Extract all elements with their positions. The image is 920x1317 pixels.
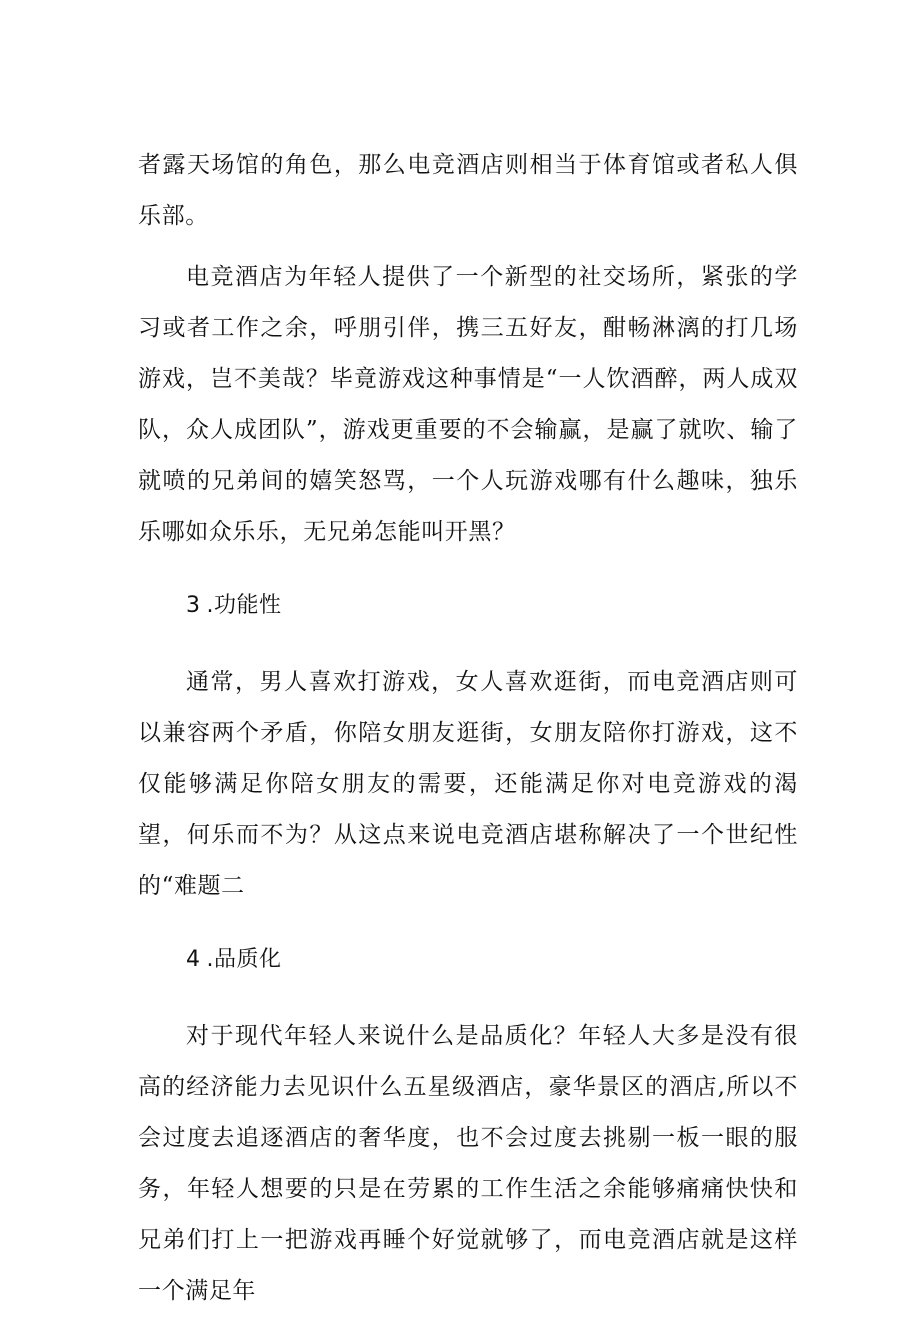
section-heading-functionality [138, 580, 798, 631]
paragraph-quality: 对于现代年轻人来说什么是品质化？年轻人大多是没有很高的经济能力去见识什么五星级酒店，豪华景区的酒店,所以不会过度去追逐酒店的奢华度，也不会过度去挑剔一板一眼的服务，年轻人想要的只是在劳累的工作生活之余能够痛痛快快和兄弟们打上一把游戏再睡个好觉就够了，而电竞酒店就是这样一个满足年 [138, 1023, 798, 1304]
paragraph-social-space: 电竞酒店为年轻人提供了一个新型的社交场所，紧张的学习或者工作之余，呼朋引伴，携三五好友，酣畅淋漓的打几场游戏，岂不美哉？毕竟游戏这种事情是“一人饮酒醉，两人成双队，众人成团队”，游戏更重要的不会输赢，是赢了就吹、输了就喷的兄弟间的嬉笑怒骂，一个人玩游戏哪有什么趣味，独乐乐哪如众乐乐，无兄弟怎能叫开黑？ [138, 264, 798, 545]
spacer [138, 242, 798, 252]
spacer [138, 985, 798, 1011]
document-page [138, 140, 798, 1317]
paragraph-functionality: 通常，男人喜欢打游戏，女人喜欢逛街，而电竞酒店则可以兼容两个矛盾，你陪女朋友逛街，女朋友陪你打游戏，这不仅能够满足你陪女朋友的需要，还能满足你对电竞游戏的渴望，何乐而不为？从这点来说电竞酒店堪称解决了一个世纪性的“难题二 [138, 669, 798, 899]
spacer [138, 912, 798, 934]
section-title: .品质化 [206, 947, 282, 972]
spacer [138, 631, 798, 657]
spacer [138, 558, 798, 580]
section-number: 3 [186, 593, 201, 618]
paragraph-continued: 者露天场馆的角色，那么电竞酒店则相当于体育馆或者私人俱乐部。 [138, 152, 798, 229]
section-number: 4 [186, 947, 201, 972]
section-title: .功能性 [206, 593, 282, 618]
section-heading-quality [138, 934, 798, 985]
